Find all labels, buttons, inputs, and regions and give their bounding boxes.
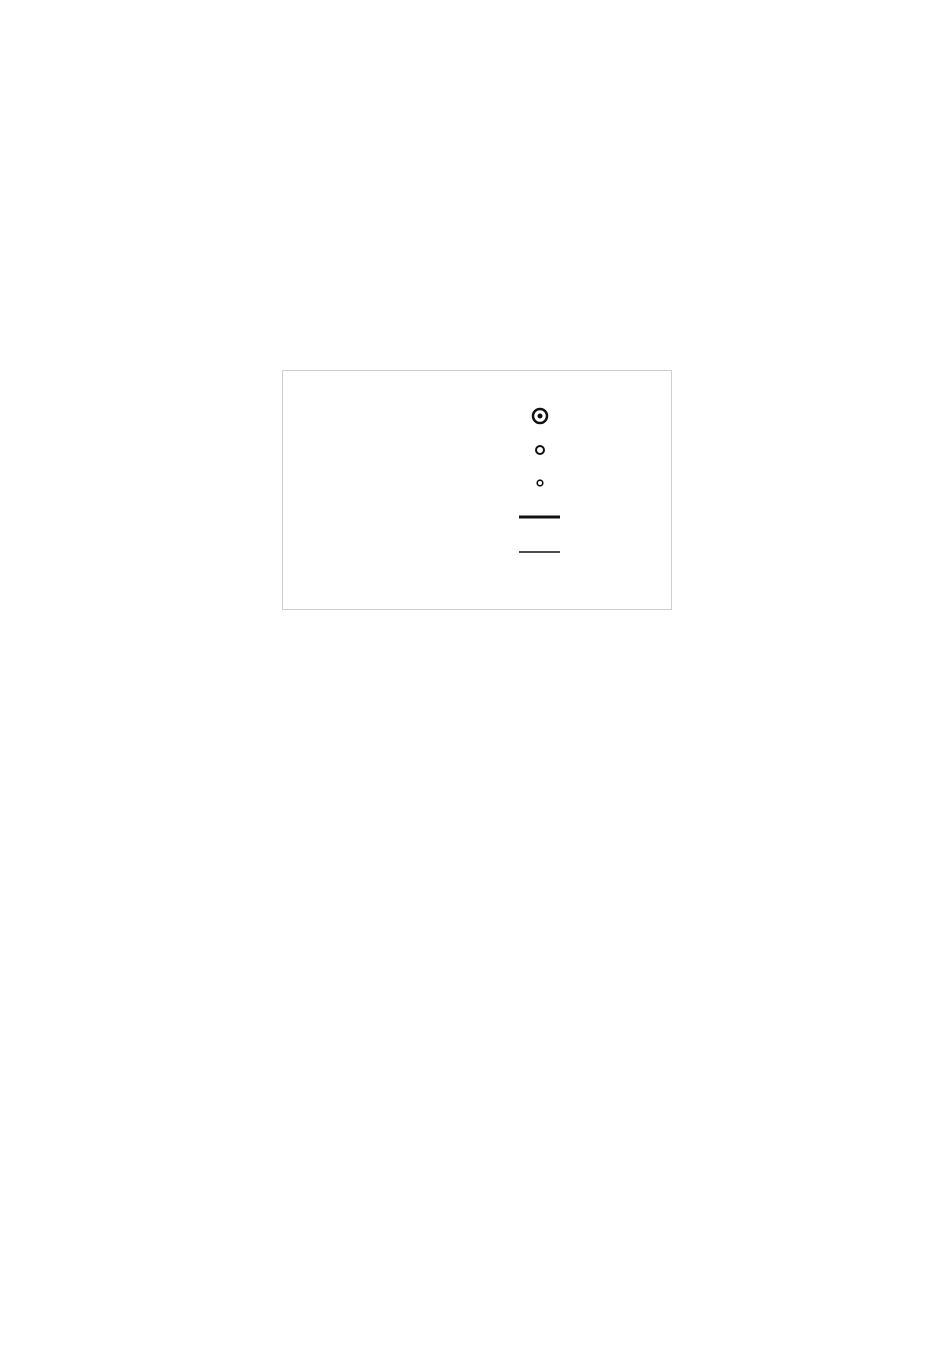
legend-town-symbol <box>536 446 544 454</box>
figure-frame <box>283 371 672 610</box>
legend-county-dot <box>538 414 543 419</box>
legend-village-symbol <box>537 480 543 486</box>
settlement-hierarchy-figure <box>282 370 672 610</box>
